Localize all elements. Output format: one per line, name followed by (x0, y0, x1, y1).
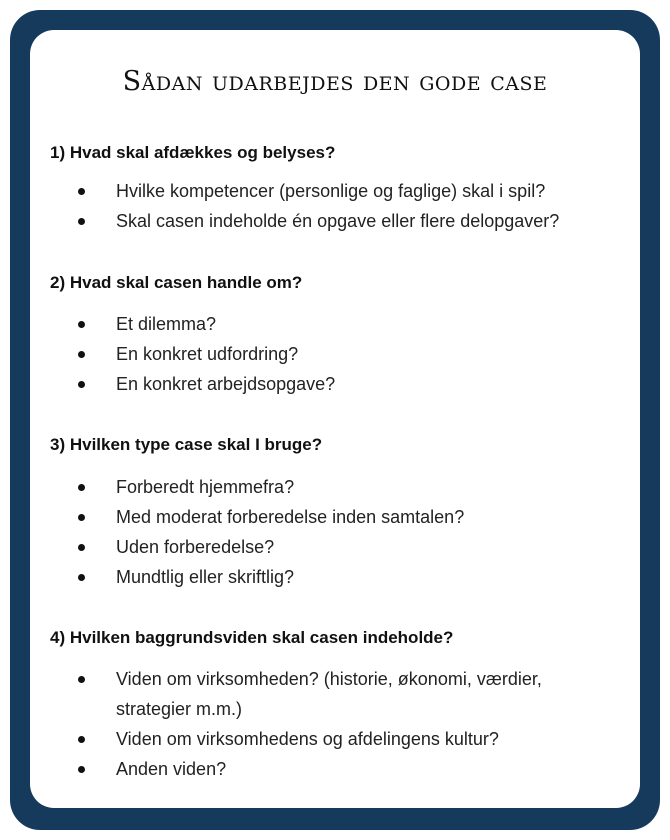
section-heading-4: 4) Hvilken baggrundsviden skal casen indeholde? (50, 628, 454, 647)
bullet-icon (78, 736, 85, 743)
list-item-text: Med moderat forberedelse inden samtalen? (116, 507, 465, 527)
bullet-icon (78, 676, 85, 683)
list-item (30, 472, 640, 502)
list-item (30, 532, 640, 562)
list-item-text: Viden om virksomhedens og afdelingens kultur? (116, 729, 499, 749)
list-item (30, 206, 640, 236)
bullet-icon (78, 218, 85, 225)
bullet-icon (78, 544, 85, 551)
list-item-text: Viden om virksomheden? (historie, økonomi, værdier, strategier m.m.) (116, 669, 542, 719)
bullet-icon (78, 351, 85, 358)
list-item (30, 176, 640, 206)
bullet-icon (78, 188, 85, 195)
section-heading-2: 2) Hvad skal casen handle om? (50, 273, 303, 292)
section-list-1 (30, 176, 640, 236)
list-item (30, 339, 640, 369)
list-item (30, 562, 640, 592)
bullet-icon (78, 484, 85, 491)
bullet-icon (78, 381, 85, 388)
card-frame (10, 10, 660, 830)
list-item (30, 754, 640, 784)
page-title: Sådan udarbejdes den gode case (122, 66, 548, 97)
section-heading-3: 3) Hvilken type case skal I bruge? (50, 435, 323, 454)
section-list-4 (30, 664, 640, 784)
list-item-text: En konkret udfordring? (116, 344, 299, 364)
bullet-icon (78, 321, 85, 328)
list-item (30, 369, 640, 399)
section-list-2 (30, 309, 640, 399)
bullet-icon (78, 514, 85, 521)
list-item-text: Et dilemma? (116, 314, 217, 334)
list-item-text: En konkret arbejdsopgave? (116, 374, 336, 394)
list-item (30, 309, 640, 339)
content-card (30, 30, 640, 808)
bullet-icon (78, 766, 85, 773)
bullet-icon (78, 574, 85, 581)
list-item-text: Hvilke kompetencer (personlige og faglige) skal i spil? (116, 181, 546, 201)
list-item-text: Anden viden? (116, 759, 227, 779)
section-list-3 (30, 472, 640, 592)
list-item (30, 664, 640, 724)
list-item-text: Mundtlig eller skriftlig? (116, 567, 295, 587)
list-item (30, 502, 640, 532)
section-heading-1: 1) Hvad skal afdækkes og belyses? (50, 143, 336, 162)
list-item (30, 724, 640, 754)
list-item-text: Uden forberedelse? (116, 537, 275, 557)
list-item-text: Skal casen indeholde én opgave eller flere delopgaver? (116, 211, 560, 231)
list-item-text: Forberedt hjemmefra? (116, 477, 295, 497)
